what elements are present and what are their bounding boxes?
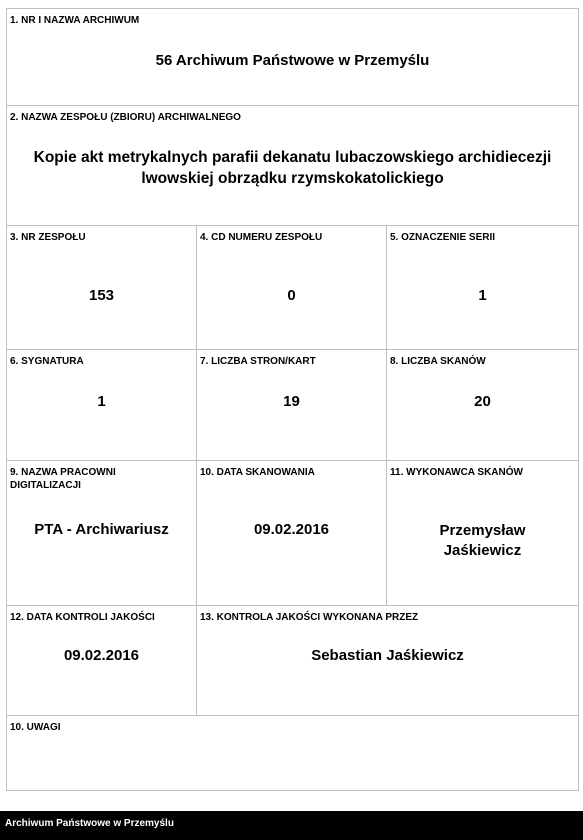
cell-signature (6, 349, 196, 460)
notes-label: 10. UWAGI (10, 722, 61, 733)
qc-date-value: 09.02.2016 (63, 647, 140, 664)
studio-label (10, 466, 193, 492)
archive-value: 56 Archiwum Państwowe w Przemyślu (155, 52, 430, 69)
scanner-line2: Jaśkiewicz (443, 542, 522, 559)
studio-label-line2: DIGITALIZACJI (10, 480, 81, 491)
scan-date-label: 10. DATA SKANOWANIA (200, 467, 315, 478)
scans-value: 20 (474, 393, 491, 410)
studio-label-line1: 9. NAZWA PRACOWNI (10, 467, 116, 478)
fonds-no-cd-value: 0 (287, 287, 296, 304)
cell-archive (6, 8, 579, 105)
cell-fonds-name (6, 105, 579, 225)
footer-text: Archiwum Państwowe w Przemyślu (5, 818, 174, 829)
metadata-form (6, 8, 579, 791)
qc-by-label: 13. KONTROLA JAKOŚCI WYKONANA PRZEZ (200, 612, 419, 623)
row-signature (6, 349, 579, 460)
row-quality (6, 605, 579, 715)
archive-label: 1. NR I NAZWA ARCHIWUM (10, 15, 140, 26)
fonds-name-line1: Kopie akt metrykalnych parafii dekanatu lubaczowskiego archidiecezji (33, 149, 552, 166)
signature-value: 1 (97, 393, 106, 410)
fonds-name-line2: lwowskiej obrządku rzymskokatolickiego (141, 170, 444, 187)
cell-scan-date (196, 460, 386, 605)
pages-label: 7. LICZBA STRON/KART (200, 356, 316, 367)
studio-value: PTA - Archiwariusz (34, 521, 169, 538)
qc-date-label: 12. DATA KONTROLI JAKOŚCI (10, 612, 155, 623)
cell-fonds-no-cd (196, 225, 386, 349)
cell-qc-by (196, 605, 579, 715)
fonds-name-label: 2. NAZWA ZESPOŁU (ZBIORU) ARCHIWALNEGO (10, 112, 241, 123)
fonds-name-value (7, 147, 578, 189)
series-label: 5. OZNACZENIE SERII (390, 232, 496, 243)
cell-series (386, 225, 579, 349)
row-fonds-numbers (6, 225, 579, 349)
signature-label: 6. SYGNATURA (10, 356, 84, 367)
cell-fonds-no (6, 225, 196, 349)
row-archive (6, 8, 579, 105)
fonds-no-cd-label: 4. CD NUMERU ZESPOŁU (200, 232, 323, 243)
row-notes (6, 715, 579, 791)
scan-date-value: 09.02.2016 (253, 521, 330, 538)
scanner-value (387, 521, 578, 561)
cell-notes (6, 715, 579, 791)
cell-pages (196, 349, 386, 460)
cell-scanner (386, 460, 579, 605)
series-value: 1 (478, 287, 487, 304)
scanner-line1: Przemysław (439, 522, 526, 539)
pages-value: 19 (283, 393, 300, 410)
cell-studio (6, 460, 196, 605)
fonds-no-label: 3. NR ZESPOŁU (10, 232, 86, 243)
footer-bar (0, 811, 583, 840)
table-bottom-border (7, 790, 578, 791)
row-scanning (6, 460, 579, 605)
qc-by-value: Sebastian Jaśkiewicz (311, 647, 464, 664)
fonds-no-value: 153 (88, 287, 115, 304)
scans-label: 8. LICZBA SKANÓW (390, 356, 486, 367)
scanner-label: 11. WYKONAWCA SKANÓW (390, 467, 523, 478)
cell-scans (386, 349, 579, 460)
cell-qc-date (6, 605, 196, 715)
row-fonds-name (6, 105, 579, 225)
